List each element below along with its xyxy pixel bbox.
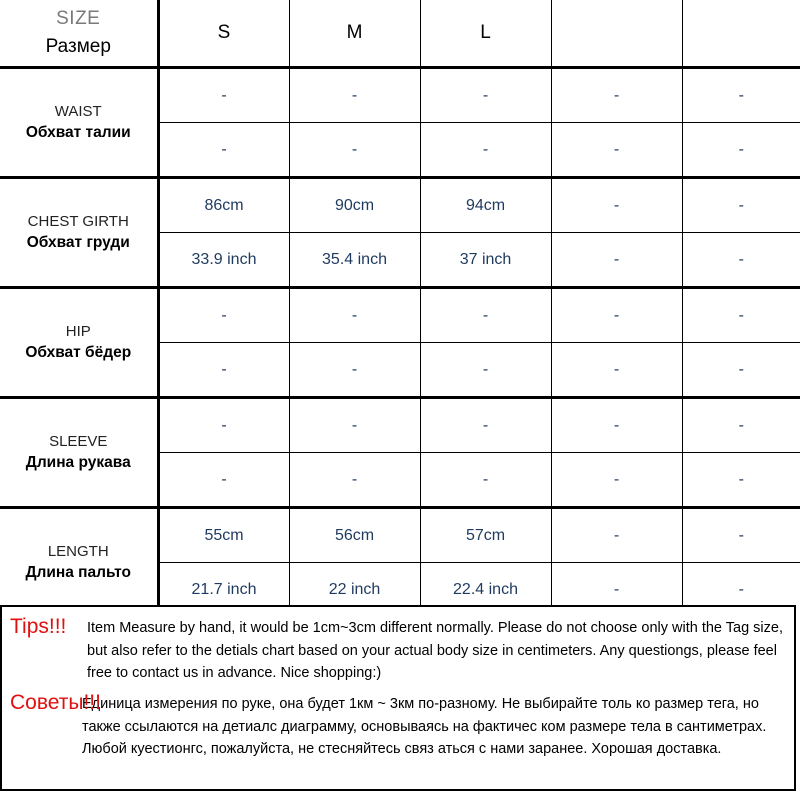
table-cell: 22.4 inch — [420, 563, 551, 617]
size-label-ru: Размер — [45, 36, 111, 57]
length-cm-row — [0, 508, 800, 563]
table-cell: - — [289, 123, 420, 178]
chest-label-cell — [0, 178, 158, 288]
table-cell: - — [682, 398, 800, 453]
hip-cm-row — [0, 288, 800, 343]
table-cell: - — [551, 178, 682, 233]
chest-label-ru: Обхват груди — [26, 234, 130, 252]
tips-text-ru: Единица измерения по руке, она будет 1км ~ 3км по-разному. Не выбирайте толь ко размер тега, но также ссылаются на детиалс диаграмму, основываясь на фактичес ком размере тела в сантиметрах. Любой куестионгс, пожалуйста, не стесняйтесь связ аться с нами заранее. Хорошая доставка. — [82, 696, 767, 757]
table-cell: - — [551, 563, 682, 617]
table-cell: - — [682, 68, 800, 123]
sleeve-label-cell — [0, 398, 158, 508]
table-cell: - — [420, 288, 551, 343]
tips-text-en: Item Measure by hand, it would be 1cm~3cm different normally. Please do not choose only with the Tag size, but also refer to the detials chart based on your actual body size in centimeters. Any questiongs, please feel free to contact us in advance. Nice shopping:) — [87, 620, 783, 681]
table-cell: - — [551, 68, 682, 123]
table-cell: 37 inch — [420, 233, 551, 288]
table-cell: - — [420, 68, 551, 123]
waist-cm-row — [0, 68, 800, 123]
table-cell: 22 inch — [289, 563, 420, 617]
size-header-m: M — [289, 0, 420, 68]
length-label-ru: Длина пальто — [25, 564, 132, 582]
table-cell: 90cm — [289, 178, 420, 233]
sleeve-label-ru: Длина рукава — [25, 454, 131, 472]
chest-label-en: CHEST GIRTH — [27, 212, 129, 230]
table-cell: 55cm — [158, 508, 289, 563]
size-header-s: S — [158, 0, 289, 68]
table-cell: - — [551, 508, 682, 563]
table-cell: 56cm — [289, 508, 420, 563]
header-row — [0, 0, 800, 68]
size-header-blank-4 — [551, 0, 682, 68]
table-cell: - — [158, 453, 289, 508]
hip-label-cell — [0, 288, 158, 398]
tips-box — [0, 605, 796, 791]
waist-label-ru: Обхват талии — [25, 124, 131, 142]
table-cell: 94cm — [420, 178, 551, 233]
tips-english — [10, 615, 784, 685]
table-cell: - — [682, 123, 800, 178]
tips-russian — [10, 691, 784, 761]
table-cell: - — [682, 288, 800, 343]
table-cell: - — [420, 343, 551, 398]
sleeve-cm-row — [0, 398, 800, 453]
table-cell: - — [289, 68, 420, 123]
size-header-blank-5 — [682, 0, 800, 68]
table-cell: - — [420, 123, 551, 178]
hip-label-ru: Обхват бёдер — [25, 344, 132, 362]
table-cell: 86cm — [158, 178, 289, 233]
table-cell: - — [551, 233, 682, 288]
table-cell: - — [682, 508, 800, 563]
table-cell: - — [158, 68, 289, 123]
size-corner-cell — [0, 0, 158, 68]
waist-label-en: WAIST — [54, 102, 102, 120]
tips-heading-ru: Советы!!! — [10, 691, 101, 714]
table-cell: 33.9 inch — [158, 233, 289, 288]
length-label-en: LENGTH — [47, 542, 109, 560]
table-cell: - — [289, 398, 420, 453]
table-cell: 35.4 inch — [289, 233, 420, 288]
chest-cm-row — [0, 178, 800, 233]
table-cell: - — [551, 453, 682, 508]
hip-label-en: HIP — [65, 322, 91, 340]
size-header-l: L — [420, 0, 551, 68]
table-cell: - — [738, 580, 744, 598]
table-cell: - — [551, 123, 682, 178]
table-cell: - — [158, 398, 289, 453]
table-cell: - — [551, 343, 682, 398]
table-cell: - — [682, 343, 800, 398]
table-cell: - — [158, 288, 289, 343]
waist-label-cell — [0, 68, 158, 178]
table-cell: - — [551, 288, 682, 343]
table-cell: 57cm — [420, 508, 551, 563]
table-cell: - — [289, 343, 420, 398]
table-cell: - — [158, 343, 289, 398]
table-cell: - — [682, 178, 800, 233]
table-cell: - — [682, 233, 800, 288]
table-cell: 21.7 inch — [158, 563, 289, 617]
table-cell: - — [289, 453, 420, 508]
sleeve-label-en: SLEEVE — [49, 432, 108, 450]
table-cell: - — [289, 288, 420, 343]
table-cell: - — [158, 123, 289, 178]
table-cell: - — [682, 453, 800, 508]
tips-heading-en: Tips!!! — [10, 615, 67, 638]
length-label-cell — [0, 508, 158, 617]
table-cell: - — [420, 398, 551, 453]
table-cell: - — [420, 453, 551, 508]
size-label-en: SIZE — [56, 8, 101, 29]
table-cell: - — [551, 398, 682, 453]
